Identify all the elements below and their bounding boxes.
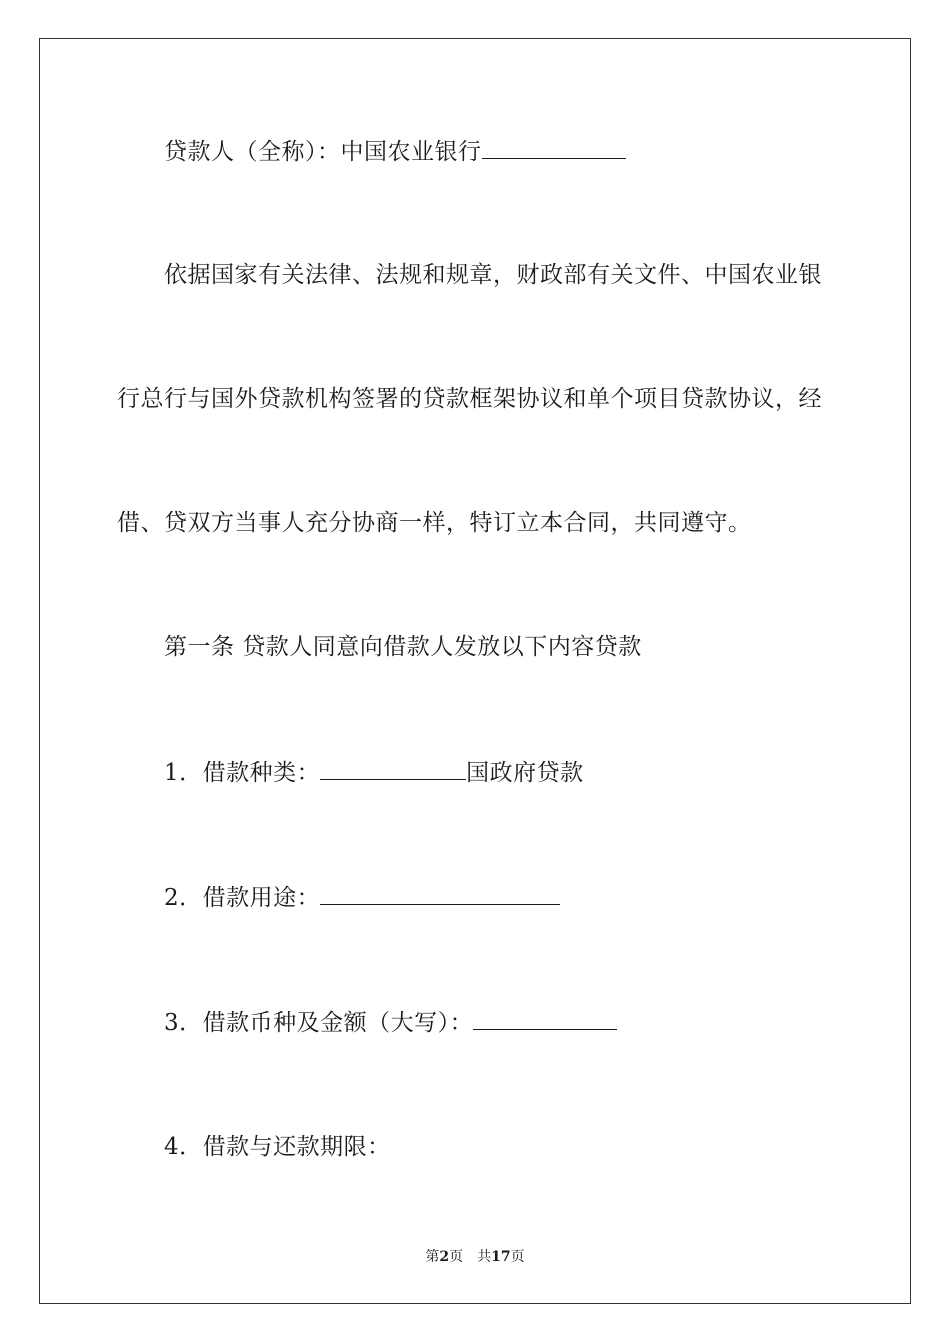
item-loan-purpose <box>164 882 880 913</box>
footer-mid: 页 共 <box>449 1249 492 1265</box>
paragraph-1-line-1: 依据国家有关法律、法规和规章，财政部有关文件、中国农业银 <box>164 262 822 288</box>
footer-pre: 第 <box>425 1249 440 1265</box>
item-loan-purpose-label: 2．借款用途： <box>164 885 321 911</box>
lender-blank[interactable] <box>482 136 626 159</box>
footer-page-total: 17 <box>491 1249 511 1265</box>
loan-type-blank[interactable] <box>320 757 466 780</box>
item-loan-type-suffix: 国政府贷款 <box>466 760 584 786</box>
item-loan-currency-amount-label: 3．借款币种及金额（大写）： <box>164 1010 474 1036</box>
footer-post: 页 <box>510 1249 525 1265</box>
lender-label: 贷款人（全称）：中国农业银行 <box>164 139 482 165</box>
page-border <box>39 38 911 1304</box>
paragraph-1-line-2: 行总行与国外贷款机构签署的贷款框架协议和单个项目贷款协议，经 <box>117 386 822 412</box>
lender-line <box>164 136 880 167</box>
loan-amount-blank[interactable] <box>473 1007 617 1030</box>
item-loan-currency-amount <box>164 1007 880 1038</box>
article-1-heading: 第一条 贷款人同意向借款人发放以下内容贷款 <box>164 634 642 660</box>
footer-page-current: 2 <box>439 1249 450 1265</box>
page-footer <box>0 1248 950 1266</box>
item-loan-type <box>164 757 880 788</box>
item-loan-type-label: 1．借款种类： <box>164 760 321 786</box>
item-loan-term <box>164 1132 880 1162</box>
loan-purpose-blank[interactable] <box>320 882 560 905</box>
paragraph-1-line-3: 借、贷双方当事人充分协商一样，特订立本合同，共同遵守。 <box>117 510 752 536</box>
item-loan-term-label: 4．借款与还款期限： <box>164 1134 391 1160</box>
